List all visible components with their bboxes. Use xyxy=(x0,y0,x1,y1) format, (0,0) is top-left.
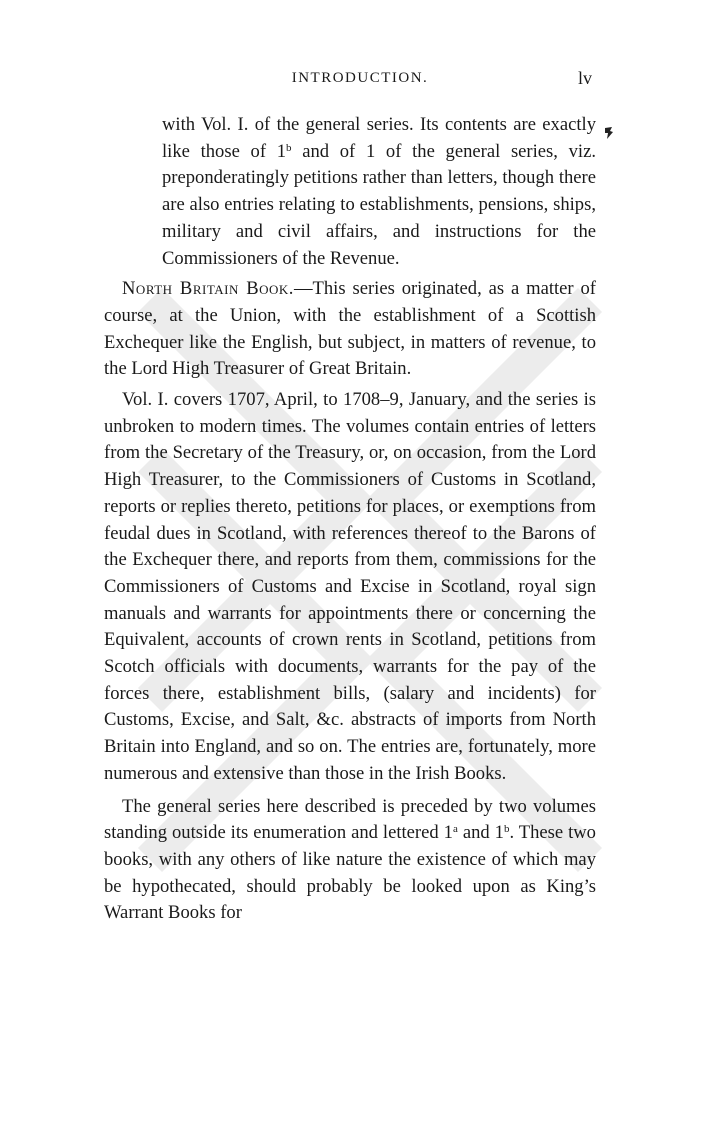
p2-text: —This series originated, as a matter of course, at the Union, with the establishment of a Scottish Exchequer like the English, but subject, in matters of revenue, to the Lord High Treasurer of Great Britain. xyxy=(104,278,596,380)
p3-text: Vol. I. covers 1707, April, to 1708–9, January, and the series is unbroken to modern times. The volumes contain entries of letters from the Secretary of the Treasury, or, on occasion, from the Lord High Treasurer, to the Commissioners of Customs in Scotland, reports or replies thereto, petitions for places, or exemptions from feudal dues in Scotland, with references thereof to the Barons of the Exchequer there, and reports from them, commissions for the Commissioners of Customs and Excise in Scotland, royal sign manuals and warrants for appointments there or concerning the Equivalent, accounts of crown rents in Scotland, petitions from Scotch officials with documents, warrants for the pay of the forces there, establishment bills, (salary and incidents) for Customs, Excise, and Salt, &c. abstracts of imports from North Britain into England, and so on. The entries are, fortunately, more numerous and extensive than those in the Irish Books. xyxy=(104,389,596,784)
margin-mark xyxy=(604,126,614,140)
paragraph-north-britain xyxy=(104,276,596,383)
paragraph-continuation xyxy=(104,112,596,272)
p4-text: The general series here described is preceded by two volumes standing outside its enumeration and lettered 1 xyxy=(104,795,596,844)
p4-superscript-b: b xyxy=(503,823,510,836)
p4-rest: . These two books, with any others of like nature the existence of which may be hypothecated, should probably be looked upon as King’s Warrant Books for xyxy=(104,822,596,924)
paragraph-vol-one xyxy=(104,387,596,788)
p1-text: with Vol. I. of the general series. Its contents are exactly like those of 1 xyxy=(162,114,596,162)
p1-rest: and of 1 of the general series, viz. preponderatingly petitions rather than letters, though there are also entries relating to establishments, pensions, ships, military and civil affairs, and instructions for the Commissioners of the Revenue. xyxy=(162,140,596,269)
body-text xyxy=(104,112,596,927)
running-head: INTRODUCTION. xyxy=(291,70,429,86)
page-number: lv xyxy=(577,68,592,88)
page-header xyxy=(0,70,720,94)
paragraph-general-series xyxy=(104,794,596,928)
p4-superscript-a: a xyxy=(452,823,458,836)
p1-superscript: b xyxy=(286,141,292,154)
p4-mid: and 1 xyxy=(457,822,504,844)
section-heading-north-britain: North Britain Book. xyxy=(122,278,294,300)
